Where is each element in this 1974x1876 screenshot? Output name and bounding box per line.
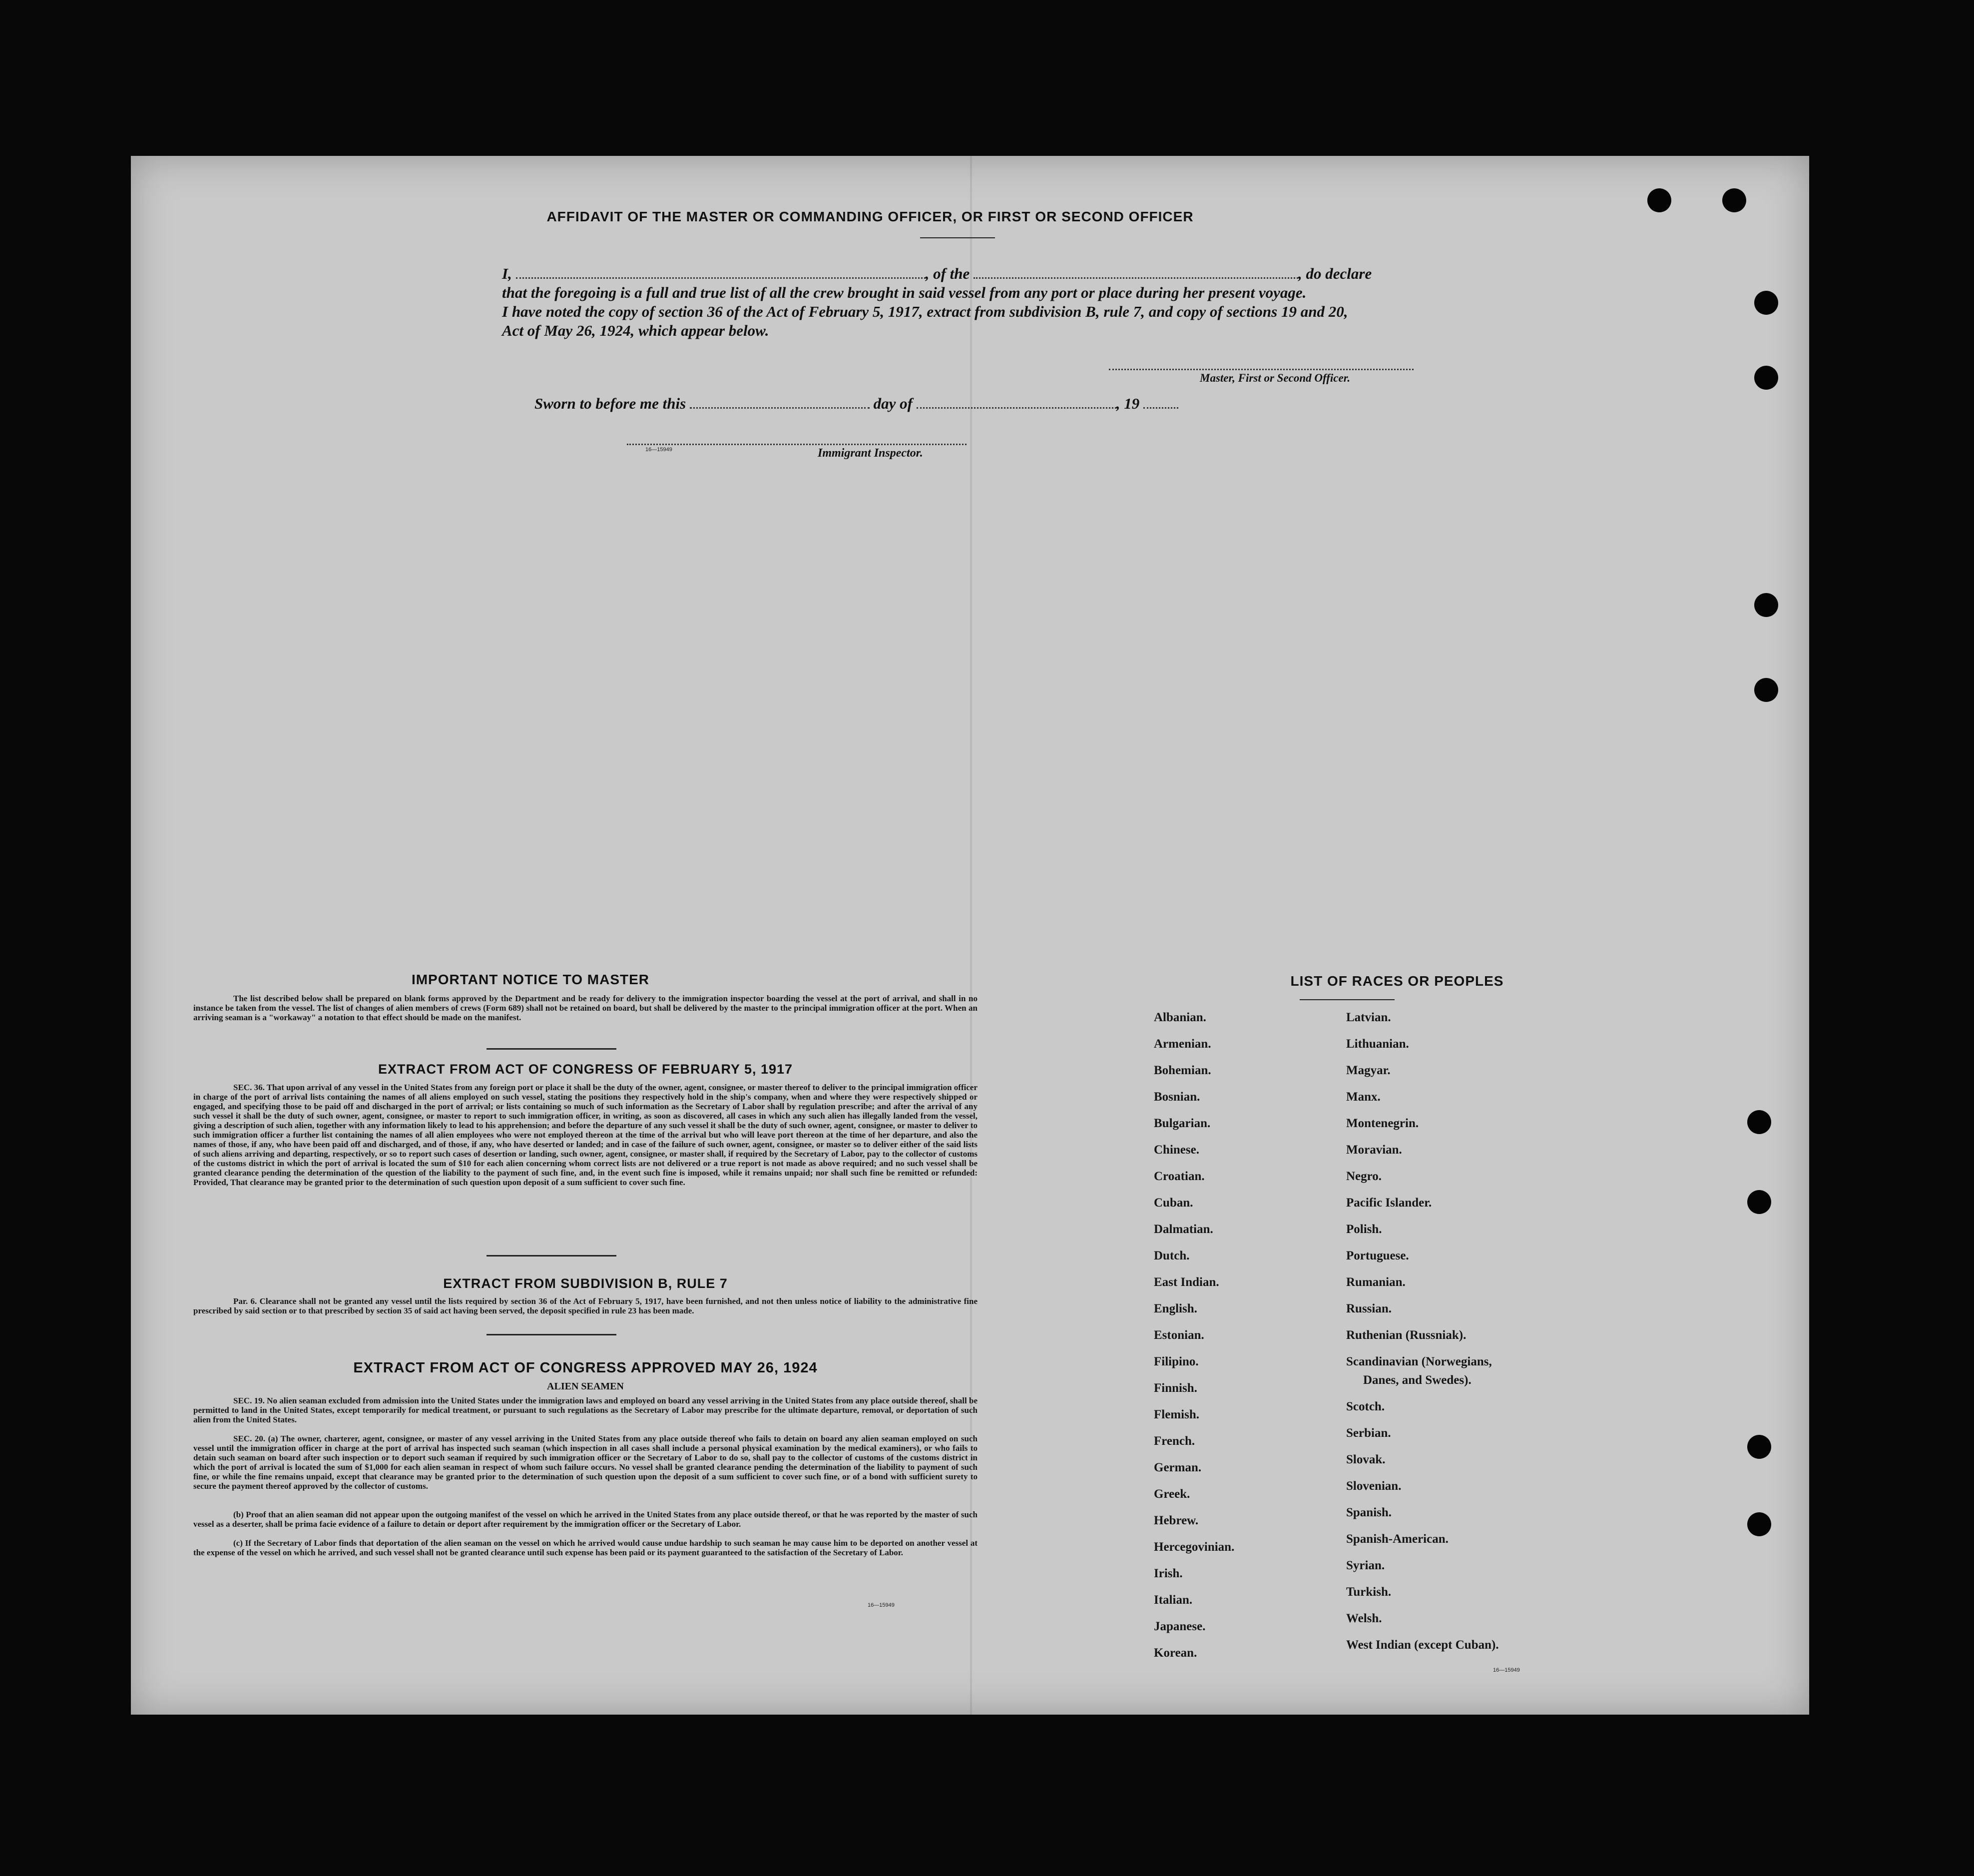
extract-1924-title: EXTRACT FROM ACT OF CONGRESS APPROVED MAY 26, 1924 xyxy=(353,1360,818,1376)
sec20a-text: SEC. 20. (a) The owner, charterer, agent, consignee, or master of any vessel arriving in the United States from any place outside thereof who fails to detain on board any alien seaman employed on such vessel until the immigration officer in charge at the port of arrival has inspected such seaman (which inspection in all cases shall include a personal physical examination by the medical examiners), or who fails to detain such seaman on board after such inspection or to deport such seaman if required by such immigration officer or the Secretary of Labor to do so, shall pay to the collector of customs of the customs district in which the port of arrival is located the sum of $1,000 for each alien seaman in respect of whom such failure occurs. No vessel shall be granted clearance pending the determination of the liability to payment of such fine, or while the fine remains unpaid, except that clearance may be granted prior to the determination of such question upon the deposit of a sum sufficient to cover such fine, or of a bond with sufficient surety to secure the payment thereof approved by the collector of customs. xyxy=(193,1434,978,1491)
vessel-name-field[interactable] xyxy=(974,267,1298,279)
race-item: Scotch. xyxy=(1346,1400,1385,1413)
vessel-label: , of the xyxy=(925,265,970,282)
races-title: LIST OF RACES OR PEOPLES xyxy=(1290,973,1504,989)
race-item: Rumanian. xyxy=(1346,1275,1406,1289)
form-number-top: 16—15949 xyxy=(645,447,672,453)
race-item: Slovenian. xyxy=(1346,1479,1402,1493)
race-item: Flemish. xyxy=(1154,1408,1199,1421)
alien-seamen-subtitle: ALIEN SEAMEN xyxy=(547,1381,624,1392)
affidavit-title: AFFIDAVIT OF THE MASTER OR COMMANDING OFFICER, OR FIRST OR SECOND OFFICER xyxy=(546,209,1194,224)
race-item: German. xyxy=(1154,1461,1202,1474)
punch-hole xyxy=(1754,366,1778,390)
race-item: Portuguese. xyxy=(1346,1249,1409,1262)
extract-1917-text: SEC. 36. That upon arrival of any vessel in the United States from any foreign port or place it shall be the duty of the owner, agent, consignee, or master thereof to deliver to the principal immigration officer in charge of the port of arrival lists containing the names of all aliens employed on such vessel, stating the positions they respectively hold in the ship's company, when and where they were respectively shipped or engaged, and specifying those to be paid off and discharged in the port of arrival; or lists containing so much of such information as the Secretary of Labor shall by regulation prescribe; and after the arrival of any such vessel it shall be the duty of such owner, agent, consignee, or master to report to such immigration officer, in writing, as soon as discovered, all cases in which any such alien has illegally landed from the vessel, giving a description of such alien, together with any information likely to lead to his apprehension; and before the departure of any such vessel it shall be the duty of such owner, agent, consignee, or master to deliver to such immigration officer a further list containing the names of all alien employees who were not employed thereon at the time of the arrival but who will leave port thereon at the time of her departure, and also the names of those, if any, who have been paid off and discharged, and of those, if any, who have deserted or landed; and in case of the failure of such owner, agent, consignee, or master so to deliver either of the said lists of such aliens arriving and departing, respectively, or so to report such cases of desertion or landing, such owner, agent, consignee, or master shall, if required by the Secretary of Labor, pay to the collector of customs of the customs district in which the port of arrival is located the sum of $10 for each alien concerning whom correct lists are not delivered or a true report is not made as above required; and no such vessel shall be granted clearance pending the determination of the question of the liability to the payment of such fine, and, in the event such fine is imposed, while it remains unpaid; nor shall such fine be remitted or refunded: Provided, That clearance may be granted prior to the determination of such question upon deposit of a sum sufficient to cover such fine. xyxy=(193,1083,978,1187)
sec20b-text: (b) Proof that an alien seaman did not appear upon the outgoing manifest of the vessel on which he arrived in the United States from any place outside thereof, or that he was reported by the master of such vessel as a deserter, shall be prima facie evidence of a failure to detain or deport after requirement by the immigration officer or the Secretary of Labor. xyxy=(193,1510,978,1529)
race-item: West Indian (except Cuban). xyxy=(1346,1638,1499,1652)
punch-hole xyxy=(1747,1435,1771,1459)
races-column-1 xyxy=(1154,1004,1234,1666)
punch-hole xyxy=(1647,188,1671,212)
races-title-underline xyxy=(1300,999,1395,1000)
race-item: Bosnian. xyxy=(1154,1090,1200,1104)
race-item: Irish. xyxy=(1154,1567,1183,1580)
race-item: Turkish. xyxy=(1346,1585,1392,1599)
race-item: Bulgarian. xyxy=(1154,1117,1211,1130)
race-item: Dutch. xyxy=(1154,1249,1190,1262)
race-item: Latvian. xyxy=(1346,1011,1391,1024)
extract-1917-title: EXTRACT FROM ACT OF CONGRESS OF FEBRUARY 5, 1917 xyxy=(378,1062,793,1077)
punch-hole xyxy=(1754,291,1778,315)
race-item: Hercegovinian. xyxy=(1154,1540,1235,1554)
notice-text: The list described below shall be prepared on blank forms approved by the Department and be ready for delivery to the immigration inspector boarding the vessel at the port of arrival, and shall in no instance be taken from the vessel. The list of changes of alien members of crews (Form 689) shall not be retained on board, but shall be delivered by the master to the principal immigration officer at the port. When an arriving seaman is a "workaway" a notation to that effect should be made on the manifest. xyxy=(193,994,978,1022)
race-item: English. xyxy=(1154,1302,1197,1315)
race-item: Hebrew. xyxy=(1154,1514,1199,1527)
rule7-text: Par. 6. Clearance shall not be granted any vessel until the lists required by section 36 of the Act of February 5, 1917, have been furnished, and not then unless notice of liability to the administrative fine prescribed by said section or to that prescribed by section 35 of said act having been served, the deposit specified in rule 23 has been made. xyxy=(193,1296,978,1315)
race-item: Ruthenian (Russniak). xyxy=(1346,1328,1467,1342)
race-item: Spanish. xyxy=(1346,1506,1392,1519)
race-item: Syrian. xyxy=(1346,1559,1385,1572)
rule7-title: EXTRACT FROM SUBDIVISION B, RULE 7 xyxy=(443,1276,728,1291)
title-underline xyxy=(920,237,995,238)
race-item: Lithuanian. xyxy=(1346,1037,1409,1051)
race-item: Polish. xyxy=(1346,1223,1382,1236)
race-item: Cuban. xyxy=(1154,1196,1193,1210)
master-signature-line[interactable] xyxy=(1109,369,1414,370)
affidavit-line-4: Act of May 26, 1924, which appear below. xyxy=(502,322,769,339)
race-item: Slovak. xyxy=(1346,1453,1386,1466)
race-item: Pacific Islander. xyxy=(1346,1196,1432,1210)
document-page xyxy=(131,156,1809,1715)
race-item: Albanian. xyxy=(1154,1011,1206,1024)
sworn-label: Sworn to before me this xyxy=(534,395,686,412)
race-item: French. xyxy=(1154,1434,1195,1448)
form-number-left: 16—15949 xyxy=(868,1602,895,1608)
race-item: Welsh. xyxy=(1346,1612,1382,1625)
race-item: Finnish. xyxy=(1154,1381,1197,1395)
affidavit-line-2: that the foregoing is a full and true list of all the crew brought in said vessel from any port or place during her present voyage. xyxy=(502,284,1307,301)
race-item: Montenegrin. xyxy=(1346,1117,1419,1130)
race-item: East Indian. xyxy=(1154,1275,1219,1289)
race-item: Japanese. xyxy=(1154,1620,1206,1633)
punch-hole xyxy=(1747,1190,1771,1214)
sworn-year-field[interactable] xyxy=(1143,397,1178,409)
notice-title: IMPORTANT NOTICE TO MASTER xyxy=(411,972,650,987)
divider xyxy=(487,1334,616,1335)
divider xyxy=(487,1048,616,1050)
master-signature-label: Master, First or Second Officer. xyxy=(1200,372,1351,384)
divider xyxy=(487,1255,616,1256)
declare-label: , do declare xyxy=(1298,265,1372,282)
races-column-2 xyxy=(1346,1004,1499,1658)
race-item: Italian. xyxy=(1154,1593,1193,1607)
race-item: Chinese. xyxy=(1154,1143,1199,1157)
race-item: Greek. xyxy=(1154,1487,1190,1501)
race-item: Serbian. xyxy=(1346,1426,1391,1440)
race-item: Spanish-American. xyxy=(1346,1532,1449,1546)
form-number-right: 16—15949 xyxy=(1493,1667,1520,1673)
race-item: Croatian. xyxy=(1154,1170,1205,1183)
race-item: Armenian. xyxy=(1154,1037,1211,1051)
year-label: , 19 xyxy=(1116,395,1140,412)
sec20c-text: (c) If the Secretary of Labor finds that deportation of the alien seaman on the vessel on which he arrived would cause undue hardship to such seaman he may cause him to be deported on another vessel at the expense of the vessel on which he arrived, and such vessel shall not be granted clearance until such expense has been paid or its payment guaranteed to the satisfaction of the Secretary of Labor. xyxy=(193,1538,978,1557)
sworn-month-field[interactable] xyxy=(917,397,1116,409)
race-item: Scandinavian (Norwegians, xyxy=(1346,1355,1492,1368)
race-item: Magyar. xyxy=(1346,1064,1391,1077)
race-item: Danes, and Swedes). xyxy=(1363,1373,1472,1387)
race-item: Negro. xyxy=(1346,1170,1382,1183)
affidavit-line-3: I have noted the copy of section 36 of the Act of February 5, 1917, extract from subdivision B, rule 7, and copy of sections 19 and 20, xyxy=(502,303,1348,320)
sworn-day-field[interactable] xyxy=(690,397,870,409)
affidavit-line-1 xyxy=(502,265,1451,283)
race-item: Korean. xyxy=(1154,1646,1197,1660)
sworn-line xyxy=(534,395,1483,413)
race-item: Moravian. xyxy=(1346,1143,1402,1157)
punch-hole xyxy=(1754,678,1778,702)
inspector-signature-line[interactable] xyxy=(627,444,967,445)
race-item: Estonian. xyxy=(1154,1328,1204,1342)
race-item: Dalmatian. xyxy=(1154,1223,1213,1236)
punch-hole xyxy=(1722,188,1746,212)
declarant-label: I, xyxy=(502,265,512,282)
race-item: Russian. xyxy=(1346,1302,1392,1315)
day-of-label: day of xyxy=(873,395,913,412)
race-item: Manx. xyxy=(1346,1090,1381,1104)
declarant-name-field[interactable] xyxy=(516,267,926,279)
punch-hole xyxy=(1754,593,1778,617)
punch-hole xyxy=(1747,1512,1771,1536)
sec19-text: SEC. 19. No alien seaman excluded from admission into the United States under the immigration laws and employed on board any vessel arriving in the United States from any place outside thereof, shall be permitted to land in the United States, except temporarily for medical treatment, or pursuant to such regulations as the Secretary of Labor may prescribe for the ultimate departure, removal, or deportation of such alien from the United States. xyxy=(193,1396,978,1424)
inspector-label: Immigrant Inspector. xyxy=(818,447,923,460)
race-item: Filipino. xyxy=(1154,1355,1199,1368)
race-item: Bohemian. xyxy=(1154,1064,1211,1077)
punch-hole xyxy=(1747,1110,1771,1134)
